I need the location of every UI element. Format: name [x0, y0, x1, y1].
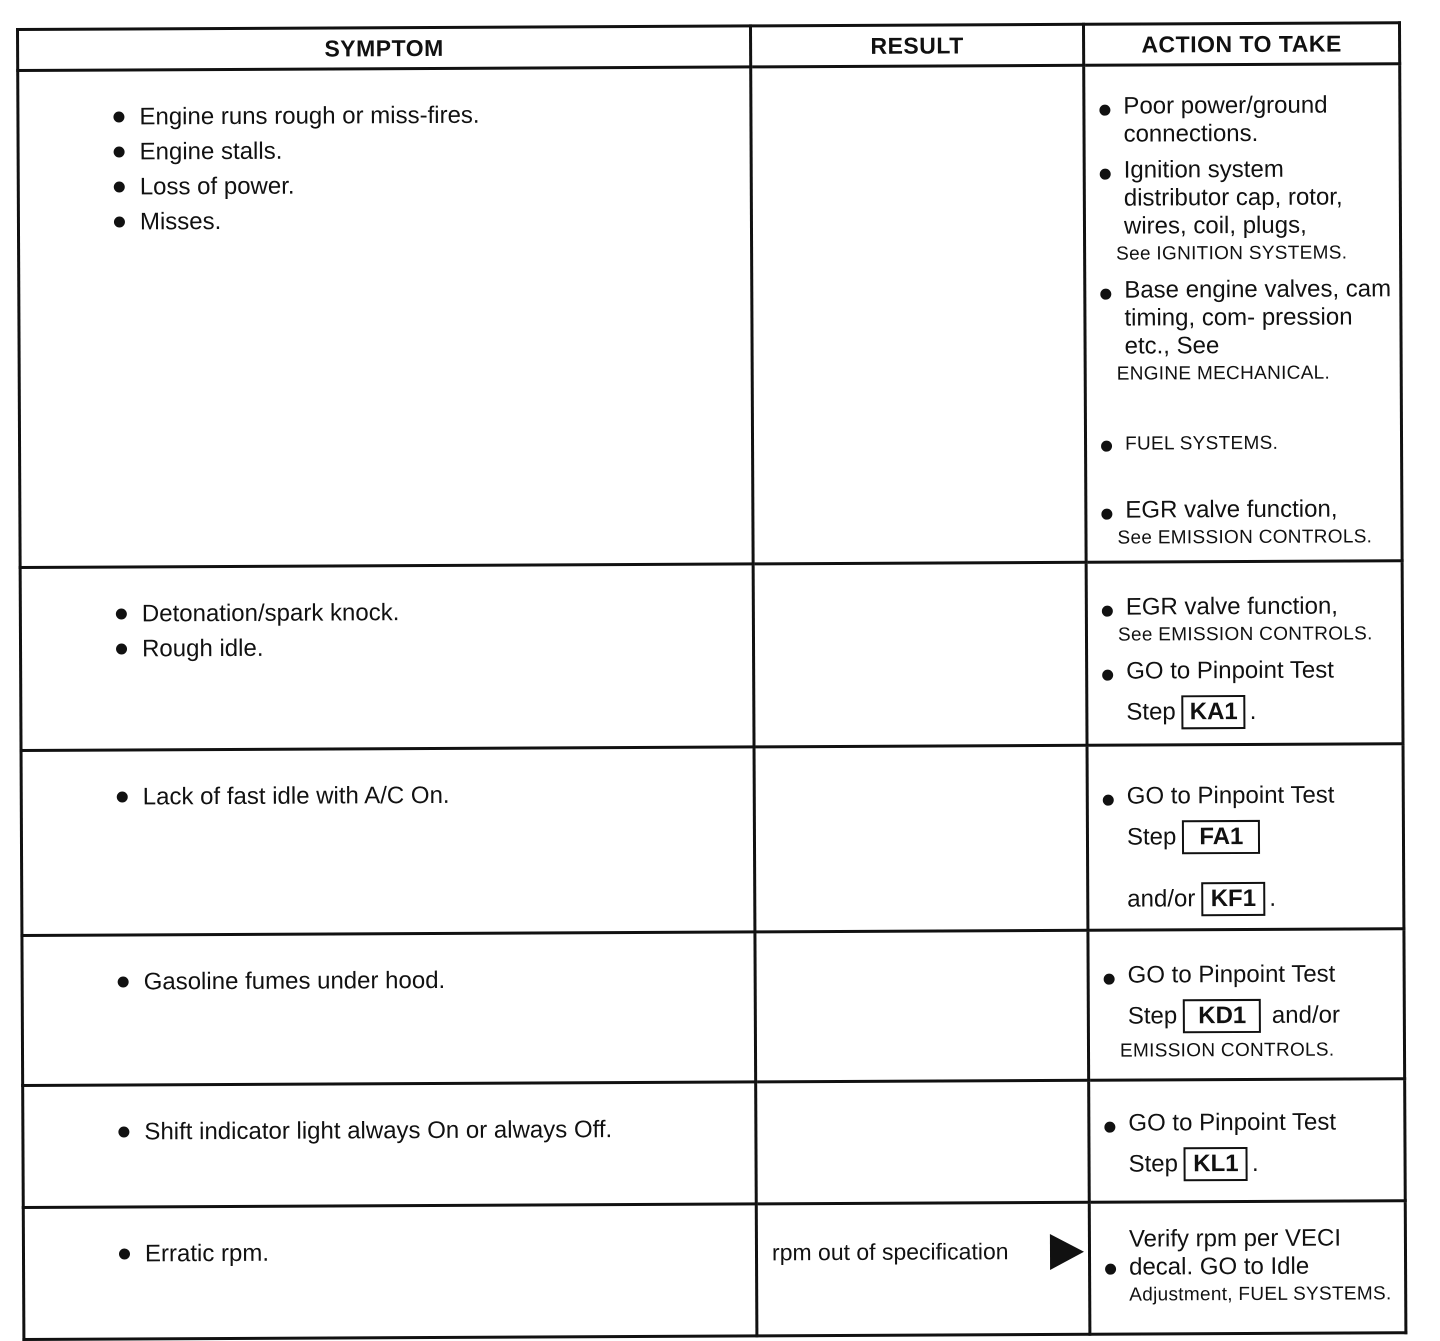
action-item [1102, 592, 1395, 649]
table-row [23, 1079, 1406, 1208]
andor-label: and/or [1127, 885, 1196, 913]
symptom-item: Engine stalls. [114, 131, 750, 169]
symptom-item: Engine runs rough or miss-fires. [113, 96, 749, 134]
action-item [1100, 275, 1394, 388]
action-cell [1089, 1201, 1406, 1335]
see-reference: Adjustment, FUEL SYSTEMS. [1129, 1283, 1392, 1306]
step-label: Step [1126, 698, 1176, 726]
step-label: Step [1128, 1150, 1179, 1178]
table-row [20, 561, 1403, 751]
action-text: GO to Pinpoint Test [1128, 1108, 1337, 1137]
action-text: EGR valve function, [1125, 592, 1339, 621]
pinpoint-step-kl1: KL1 [1184, 1147, 1248, 1181]
action-item [1101, 427, 1394, 458]
action-text: Base engine valves, cam timing, com- pression etc., [1124, 275, 1392, 360]
symptom-cell [23, 1082, 757, 1208]
pinpoint-step-kd1: KD1 [1183, 999, 1261, 1033]
pinpoint-step-fa1: FA1 [1182, 820, 1260, 854]
symptom-item: Misses. [114, 201, 750, 239]
action-item [1105, 1224, 1398, 1309]
see-label: See [1176, 332, 1220, 360]
header-action: ACTION TO TAKE [1083, 23, 1399, 66]
action-cell [1084, 64, 1402, 563]
result-cell [755, 930, 1089, 1082]
symptom-item: Rough idle. [116, 628, 752, 666]
action-text: Verify rpm per VECI decal. GO to Idle [1128, 1224, 1342, 1281]
action-item [1104, 1108, 1397, 1185]
see-reference: EMISSION CONTROLS. [1119, 1039, 1335, 1062]
result-cell [756, 1080, 1090, 1204]
action-item [1099, 91, 1392, 148]
header-symptom: SYMPTOM [18, 26, 751, 71]
symptom-item: Loss of power. [114, 166, 750, 204]
symptom-item: Detonation/spark knock. [116, 593, 752, 631]
step-label: Step [1126, 823, 1177, 851]
see-reference: See IGNITION SYSTEMS. [1116, 242, 1348, 265]
step-label: Step [1127, 1002, 1178, 1030]
action-text: Poor power/ground connections. [1123, 91, 1328, 148]
period: . [1249, 697, 1257, 725]
action-cell [1089, 1079, 1406, 1203]
see-reference: See EMISSION CONTROLS. [1117, 623, 1373, 646]
result-cell [753, 562, 1087, 747]
symptom-cell [18, 67, 753, 568]
table-row [18, 64, 1402, 568]
symptom-cell [23, 1204, 757, 1340]
see-reference: ENGINE MECHANICAL. [1116, 362, 1331, 385]
action-text: GO to Pinpoint Test [1127, 960, 1336, 989]
header-row [18, 23, 1400, 71]
result-cell [754, 745, 1088, 932]
action-item [1104, 960, 1398, 1065]
action-item [1101, 495, 1394, 552]
symptom-item: Lack of fast idle with A/C On. [117, 776, 753, 814]
action-text: GO to Pinpoint Test [1126, 781, 1335, 810]
action-item [1103, 781, 1397, 920]
table-row [22, 929, 1405, 1086]
symptom-item: Shift indicator light always On or always Off. [118, 1111, 754, 1149]
symptom-cell [21, 747, 755, 936]
action-text: Ignition system distributor cap, rotor, wires, coil, plugs, [1123, 155, 1343, 240]
action-text: GO to Pinpoint Test [1126, 656, 1334, 685]
action-text: EGR valve function, [1125, 495, 1338, 524]
action-cell [1086, 561, 1403, 746]
result-cell [751, 65, 1086, 564]
action-item [1102, 656, 1395, 733]
table-row [21, 744, 1404, 936]
result-cell [756, 1202, 1090, 1336]
see-reference: See EMISSION CONTROLS. [1117, 526, 1373, 549]
header-result: RESULT [750, 24, 1083, 67]
action-item [1100, 155, 1394, 268]
action-cell [1088, 929, 1405, 1081]
right-arrow-icon [1050, 1234, 1084, 1270]
table-row [23, 1201, 1406, 1340]
see-reference: FUEL SYSTEMS. [1124, 432, 1279, 455]
symptom-item: Erratic rpm. [119, 1233, 755, 1271]
period: . [1269, 884, 1277, 912]
symptom-cell [22, 932, 756, 1086]
pinpoint-step-kf1: KF1 [1201, 882, 1265, 916]
result-text: rpm out of specification [771, 1238, 1009, 1266]
action-cell [1087, 744, 1404, 931]
andor-label: and/or [1271, 1001, 1341, 1029]
period: . [1251, 1149, 1259, 1177]
pinpoint-step-ka1: KA1 [1182, 695, 1246, 729]
symptom-chart-table [16, 21, 1407, 1341]
symptom-item: Gasoline fumes under hood. [118, 961, 754, 999]
symptom-cell [20, 564, 754, 751]
